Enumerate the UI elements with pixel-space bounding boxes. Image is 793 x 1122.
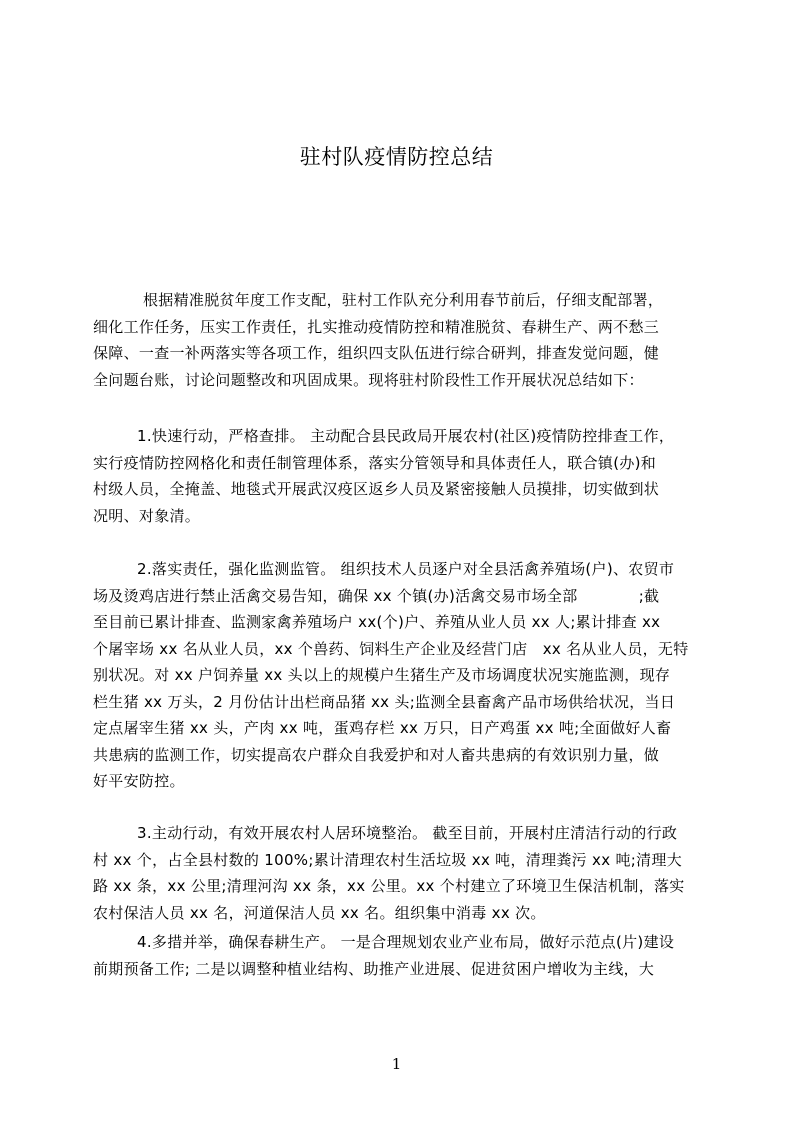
text-line: 定点屠宰生猪 xx 头，产肉 xx 吨，蛋鸡存栏 xx 万只，日产鸡蛋 xx 吨;全面做好人畜 bbox=[93, 719, 672, 737]
text-line: 细化工作任务，压实工作责任，扎实推动疫情防控和精准脱贫、春耕生产、两不愁三 bbox=[93, 317, 660, 336]
section-2-paragraph bbox=[93, 556, 713, 795]
page-number: 1 bbox=[391, 1055, 402, 1073]
document-title: 驻村队疫情防控总结 bbox=[299, 145, 494, 169]
intro-paragraph bbox=[93, 287, 713, 393]
text-line: 村 xx 个，占全县村数的 100%;累计清理农村生活垃圾 xx 吨，清理粪污 xx 吨;清理大 bbox=[93, 850, 683, 869]
text-line: 场及烫鸡店进行禁止活禽交易告知，确保 xx 个镇(办)活禽交易市场全部 ;截 bbox=[93, 586, 660, 605]
section-4-paragraph bbox=[93, 929, 713, 982]
text-line: 前期预备工作; 二是以调整种植业结构、助推产业进展、促进贫困户增收为主线，大 bbox=[93, 959, 655, 978]
text-line: 根据精准脱贫年度工作支配，驻村工作队充分利用春节前后，仔细支配部署， bbox=[143, 291, 664, 309]
text-line: 实行疫情防控网格化和责任制管理体系，落实分管领导和具体责任人，联合镇(办)和 bbox=[93, 453, 657, 472]
text-line: 2.落实责任，强化监测监管。 组织技术人员逐户对全县活禽养殖场(户)、农贸市 bbox=[137, 560, 675, 578]
text-line: 1.快速行动，严格查排。 主动配合县民政局开展农村(社区)疫情防控排查工作， bbox=[137, 427, 675, 445]
text-line: 别状况。对 xx 户饲养量 xx 头以上的规模户生猪生产及市场调度状况实施监测，现存 bbox=[93, 666, 671, 684]
text-line: 全问题台账，讨论问题整改和巩固成果。现将驻村阶段性工作开展状况总结如下： bbox=[93, 370, 644, 389]
text-line: 况明、对象清。 bbox=[93, 506, 201, 525]
text-line: 好平安防控。 bbox=[93, 772, 185, 790]
text-line: 农村保洁人员 xx 名，河道保洁人员 xx 名。组织集中消毒 xx 次。 bbox=[93, 903, 546, 922]
section-3-paragraph bbox=[93, 820, 713, 926]
text-line: 3.主动行动，有效开展农村人居环境整治。 截至目前，开展村庄清洁行动的行政 bbox=[137, 824, 678, 842]
text-line: 村级人员，全掩盖、地毯式开展武汉疫区返乡人员及紧密接触人员摸排，切实做到状 bbox=[93, 480, 660, 498]
text-line: 至目前已累计排查、监测家禽养殖场户 xx(个)户、养殖从业人员 xx 人;累计排查 xx bbox=[93, 613, 661, 631]
text-line: 4.多措并举，确保春耕生产。 一是合理规划农业产业布局，做好示范点(片)建设 bbox=[137, 933, 675, 951]
section-1-paragraph bbox=[93, 423, 713, 529]
text-line: 保障、一查一补两落实等各项工作，组织四支队伍进行综合研判，排查发觉问题，健 bbox=[93, 344, 660, 362]
text-line: 栏生猪 xx 万头，2 月份估计出栏商品猪 xx 头;监测全县畜禽产品市场供给状况，当日 bbox=[93, 692, 676, 711]
text-line: 路 xx 条，xx 公里;清理河沟 xx 条，xx 公里。xx 个村建立了环境卫生保洁机制，落实 bbox=[93, 877, 685, 895]
text-line: 个屠宰场 xx 名从业人员，xx 个兽药、饲料生产企业及经营门店 xx 名从业人员，无特 bbox=[93, 639, 689, 658]
text-line: 共患病的监测工作，切实提高农户群众自我爱护和对人畜共患病的有效识别力量，做 bbox=[93, 745, 660, 764]
